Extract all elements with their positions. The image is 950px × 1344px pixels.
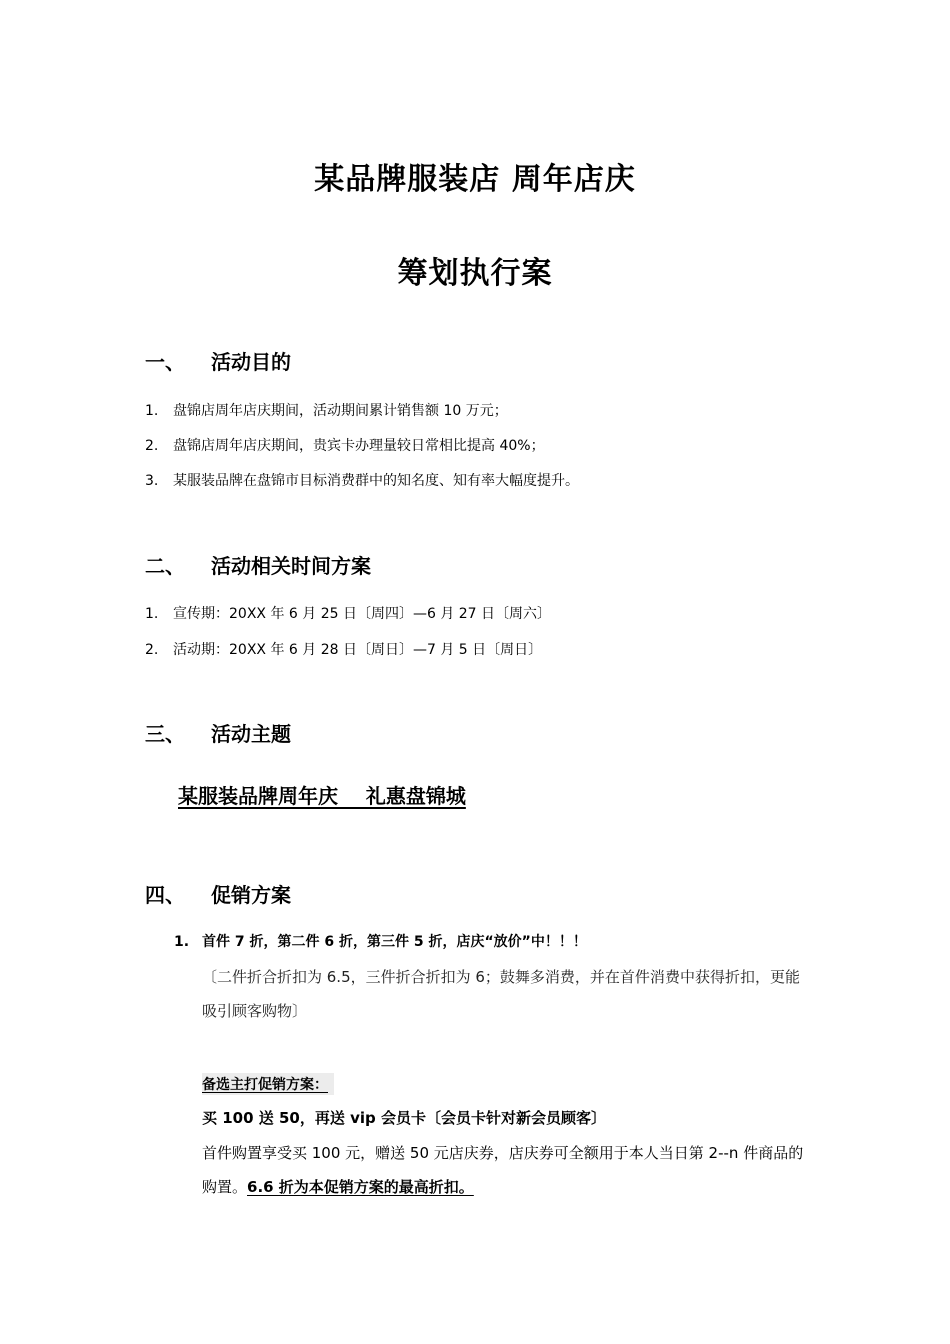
document-title-line2: 筹划执行案	[397, 256, 553, 291]
section-number: 四、	[145, 883, 185, 907]
list-item: 2. 盘锦店周年店庆期间，贵宾卡办理量较日常相比提高 40%；	[145, 438, 545, 454]
activity-theme: 某服装品牌周年庆 礼惠盘锦城	[178, 784, 466, 808]
list-item: 2. 活动期：20XX 年 6 月 28 日〔周日〕—7 月 5 日〔周日〕	[145, 642, 543, 658]
promo-note: 〔二件折合折扣为 6.5，三件折合折扣为 6；鼓舞多消费，并在首件消费中获得折扣，更能吸引顾客购物〕	[202, 968, 800, 1020]
list-item: 1. 宣传期：20XX 年 6 月 25 日〔周四〕—6 月 27 日〔周六〕	[145, 606, 552, 622]
section-heading-timeline	[145, 550, 371, 579]
list-item: 1. 盘锦店周年店庆期间，活动期间累计销售额 10 万元；	[145, 403, 508, 419]
section-heading-promotion	[145, 879, 291, 908]
section-title: 促销方案	[211, 883, 291, 907]
section-title: 活动相关时间方案	[211, 554, 371, 578]
section-heading-purpose	[145, 346, 291, 375]
section-title: 活动目的	[211, 350, 291, 374]
section-title: 活动主题	[211, 722, 291, 746]
alternative-plan-headline: 买 100 送 50，再送 vip 会员卡〔会员卡针对新会员顾客〕	[202, 1109, 606, 1127]
max-discount-highlight: 6.6 折为本促销方案的最高折扣。	[247, 1178, 474, 1196]
section-heading-theme	[145, 718, 291, 747]
list-item: 3. 某服装品牌在盘锦市目标消费群中的知名度、知有率大幅度提升。	[145, 473, 579, 489]
section-number: 三、	[145, 722, 185, 746]
alternative-plan-label: 备选主打促销方案：	[202, 1073, 334, 1095]
promo-headline: 1. 首件 7 折，第二件 6 折，第三件 5 折，店庆“放价”中！！！	[174, 934, 587, 950]
alternative-plan-description: 首件购置享受买 100 元，赠送 50 元店庆券，店庆券可全额用于本人当日第 2--n 件商品的购置。6.6 折为本促销方案的最高折扣。	[202, 1144, 804, 1196]
section-number: 一、	[145, 350, 185, 374]
document-title-line1: 某品牌服装店 周年店庆	[314, 162, 636, 197]
section-number: 二、	[145, 554, 185, 578]
